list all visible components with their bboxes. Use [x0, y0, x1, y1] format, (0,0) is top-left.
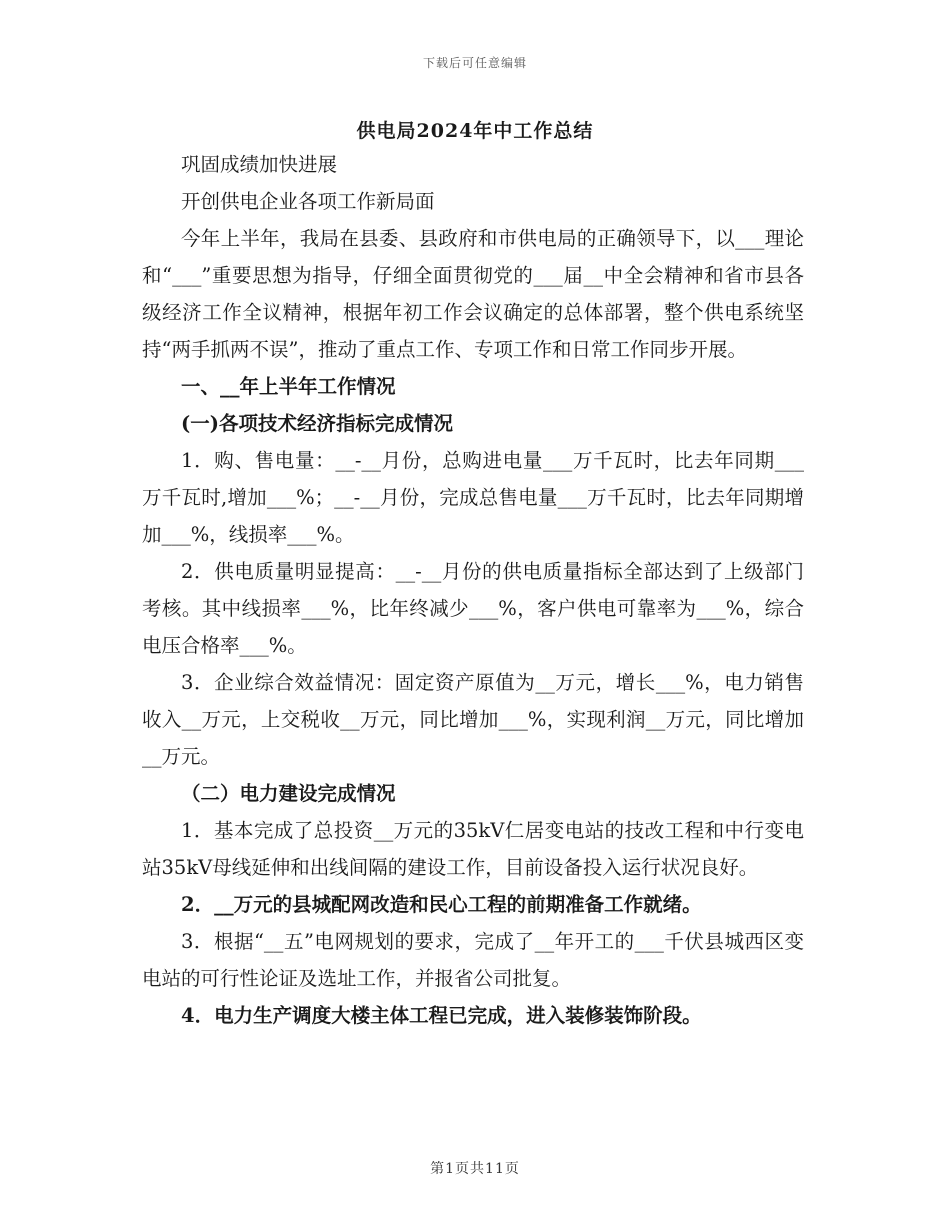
body-paragraph: 2．供电质量明显提高：__-__月份的供电质量指标全部达到了上级部门考核。其中线损率___%，比年终减少___%，客户供电可靠率为___%，综合电压合格率___%。 [142, 560, 804, 657]
subtitle-line: 巩固成绩加快进展 [181, 153, 338, 176]
intro-paragraph: 今年上半年，我局在县委、县政府和市供电局的正确领导下，以___理论和“___”重要思想为指导，仔细全面贯彻党的___届__中全会精神和省市县各级经济工作全议精神，根据年初工作会议确定的总体部署，整个供电系统坚持“两手抓两不误”，推动了重点工作、专项工作和日常工作同步开展。 [142, 227, 804, 361]
header-note: 下载后可任意编辑 [422, 56, 527, 70]
subsection-heading: (一)各项技术经济指标完成情况 [181, 412, 453, 435]
document-title: 供电局2024年中工作总结 [356, 120, 594, 142]
body-paragraph-bold: 4．电力生产调度大楼主体工程已完成，进入装修装饰阶段。 [181, 1004, 702, 1027]
subtitle-line: 开创供电企业各项工作新局面 [181, 190, 435, 213]
section-heading: 一、__年上半年工作情况 [181, 375, 396, 398]
body-paragraph-bold: 2．__万元的县城配网改造和民心工程的前期准备工作就绪。 [181, 893, 702, 916]
page-number: 第1页共11页 [430, 1161, 520, 1177]
subsection-heading: （二）电力建设完成情况 [181, 782, 396, 805]
body-paragraph: 1．基本完成了总投资__万元的35kV仁居变电站的技改工程和中行变电站35kV母线延伸和出线间隔的建设工作，目前设备投入运行状况良好。 [142, 819, 804, 879]
body-paragraph: 3．根据“__五”电网规划的要求，完成了__年开工的___千伏县城西区变电站的可行性论证及选址工作，并报省公司批复。 [142, 930, 804, 990]
body-paragraph: 3．企业综合效益情况：固定资产原值为__万元，增长___%，电力销售收入__万元，上交税收__万元，同比增加___%，实现利润__万元，同比增加__万元。 [142, 671, 804, 768]
document-body [142, 146, 804, 1034]
body-paragraph: 1．购、售电量：__-__月份，总购进电量___万千瓦时，比去年同期___万千瓦时,增加___%；__-__月份，完成总售电量___万千瓦时，比去年同期增加___%，线损率___%。 [142, 449, 804, 546]
